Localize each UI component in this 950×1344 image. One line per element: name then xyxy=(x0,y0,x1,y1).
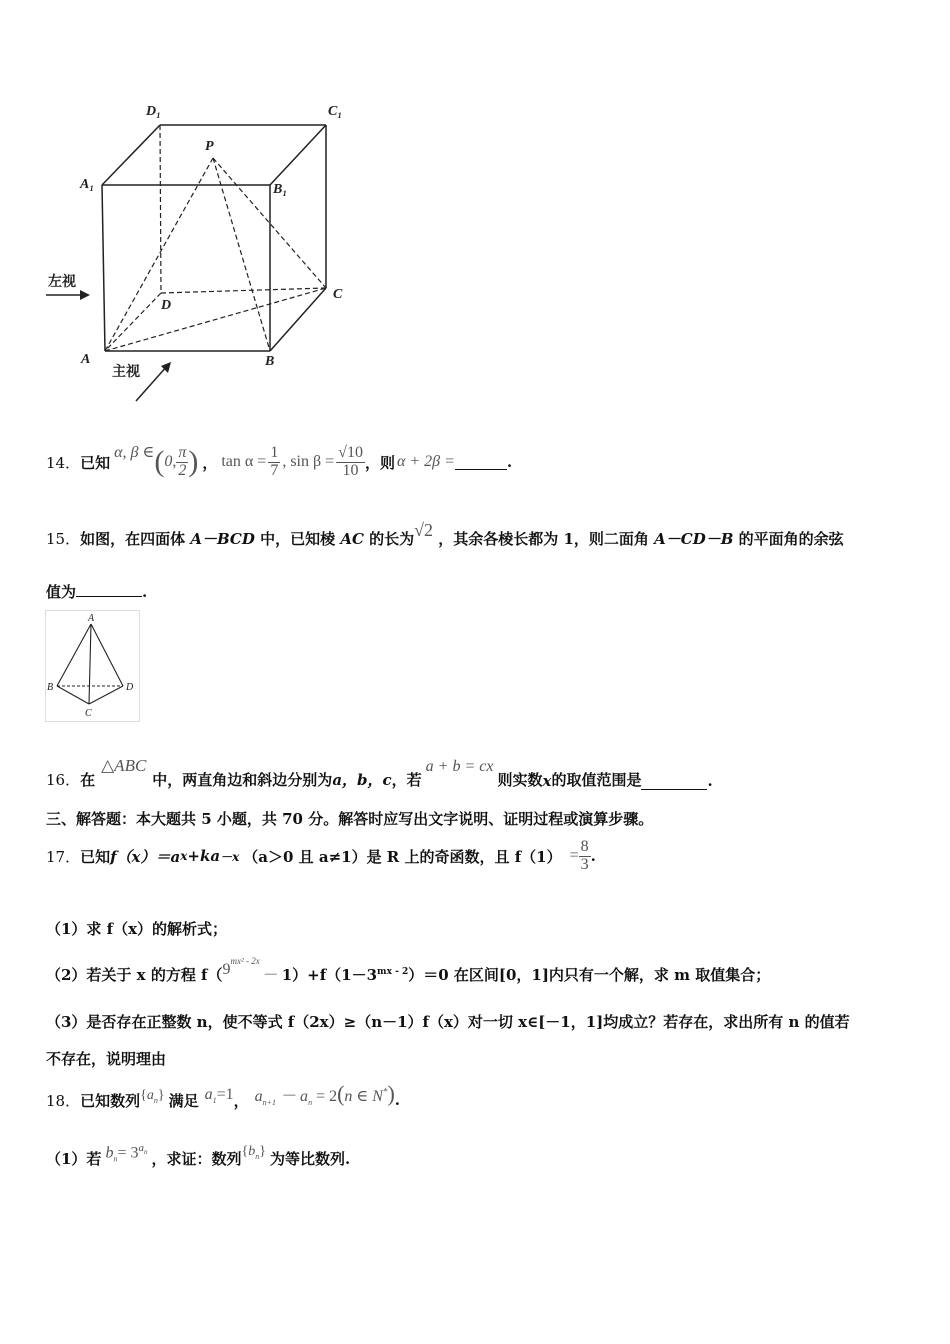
q18-comma: ， xyxy=(233,1091,249,1110)
q15-end: . xyxy=(142,583,148,601)
q18-p1-seq-b: b xyxy=(248,1143,256,1159)
q18-rec-sub2: n xyxy=(308,1098,313,1108)
q14-number: 14． xyxy=(46,453,81,472)
q18-p1-def xyxy=(105,1142,147,1164)
q17-number: 17． xyxy=(46,847,81,866)
q17-part3-line1: （3）是否存在正整数 n，使不等式 f（2x）≥（n－1）f（x）对一切 x∈[－1，1]均成立？若存在，求出所有 n 的值若 xyxy=(46,1013,850,1031)
q18-rec-star: * xyxy=(382,1086,388,1097)
q16-number: 16． xyxy=(46,771,81,789)
q18-number: 18． xyxy=(46,1091,81,1110)
q14-comma: ， xyxy=(202,453,218,472)
q17-p2-exp2: mx - 2 xyxy=(377,967,409,977)
q17-frac xyxy=(579,839,591,874)
q14-sin-den: 10 xyxy=(342,461,359,479)
q14-sin-num: √10 xyxy=(338,443,363,461)
right-paren-icon: ) xyxy=(188,445,199,478)
q17-p2-nine: 9 xyxy=(222,961,231,978)
q14-answer-blank[interactable] xyxy=(455,455,507,470)
q15-answer-blank[interactable] xyxy=(76,584,142,597)
q17-frac-num: 8 xyxy=(580,837,589,855)
q14-tan-den: 7 xyxy=(270,461,279,479)
label-D1: D₁ xyxy=(146,104,161,119)
q16-end: . xyxy=(707,772,713,790)
q15-sqrt2: √2 xyxy=(414,520,434,540)
q15-dihedral: A－CD－B xyxy=(654,530,734,548)
label-A: A xyxy=(81,352,91,367)
q17-end: . xyxy=(590,847,596,865)
q17-p2-minus: － xyxy=(262,967,279,984)
q17-part3-line2: 不存在，说明理由 xyxy=(46,1050,167,1068)
q15-number: 15． xyxy=(46,530,81,548)
q18-part1 xyxy=(46,1140,350,1176)
q17-sup-negx: －x xyxy=(220,849,240,864)
q14-tan-label: tan α = xyxy=(221,453,267,470)
q17-value xyxy=(570,839,591,874)
q15-text4: ，其余各棱长都为 1，则二面角 xyxy=(433,530,655,548)
q18-sat: 满足 xyxy=(168,1091,199,1110)
left-view-label: 左视 xyxy=(48,274,76,290)
q16-equation: a + b = cx xyxy=(425,758,494,775)
q18-lead: 已知数列 xyxy=(80,1091,141,1110)
q18-rec-a: a xyxy=(254,1087,263,1105)
left-paren-icon: ( xyxy=(154,445,165,478)
q18-p1-exp-sub: n xyxy=(143,1148,148,1157)
q16-vars: a，b，c xyxy=(332,771,392,789)
q16-at: 在 xyxy=(80,771,96,789)
q14-cond1-head: α, β ∈ xyxy=(114,444,155,461)
q14-tan-num: 1 xyxy=(270,443,279,461)
q15-line1 xyxy=(46,520,844,549)
q17-p2-c: ）＝0 在区间[0，1]内只有一个解，求 m 取值集合； xyxy=(408,966,771,984)
q18-a1-sub: 1 xyxy=(212,1096,217,1106)
q18-a1-eq: =1 xyxy=(216,1086,234,1104)
q18-rec-cond: n ∈ N xyxy=(344,1087,383,1105)
q14-sin-label: , sin β = xyxy=(282,453,335,470)
q14-pi: π xyxy=(178,443,187,461)
q18-p1-exp xyxy=(138,1142,148,1157)
q17-eq: ＝a xyxy=(155,847,181,866)
q18 xyxy=(46,1080,400,1120)
section3-heading: 三、解答题：本大题共 5 小题，共 70 分。解答时应写出文字说明、证明过程或演算步骤。 xyxy=(46,810,654,828)
label-B: B xyxy=(265,354,275,369)
label-P: P xyxy=(205,139,214,154)
q18-seq-a: a xyxy=(146,1087,154,1103)
q16-text4: 的取值范围是 xyxy=(551,771,642,789)
q18-p1-bsub: n xyxy=(113,1154,118,1164)
tet-label-C: C xyxy=(85,708,92,719)
q14-trig xyxy=(221,445,365,480)
q17-cond: （a＞0 且 a≠1）是 R 上的奇函数，且 f（1） xyxy=(243,847,562,866)
q14-cond1-left: 0, xyxy=(164,453,177,470)
q14-sin-frac xyxy=(336,445,365,480)
q18-p1-a: （1）若 xyxy=(46,1149,102,1168)
q18-p1-b: b xyxy=(105,1144,114,1162)
q18-seq: $\{a_n\}$ xyxy=(140,1087,165,1105)
q17-part1: （1）求 f（x）的解析式； xyxy=(46,920,228,938)
q17-sup-x: x xyxy=(180,849,188,863)
q18-a1 xyxy=(205,1086,234,1105)
q18-seq-sub: n xyxy=(153,1095,158,1105)
label-C: C xyxy=(333,287,343,302)
q16-text3: 则实数 xyxy=(497,771,543,789)
q15-text5: 的平面角的余弦 xyxy=(733,530,844,548)
q17-p2-exp: mx² - 2x xyxy=(230,956,260,966)
q16-triangle: △ABC xyxy=(101,756,147,775)
q18-p1-d: 为等比数列. xyxy=(269,1149,351,1168)
q14-two: 2 xyxy=(178,461,187,479)
label-A1: A₁ xyxy=(80,177,95,192)
front-view-label: 主视 xyxy=(112,364,140,380)
q16-x: x xyxy=(542,772,552,790)
q18-p1-seq: $\{b_n\}$ xyxy=(241,1143,266,1161)
q16-text1: 中，两直角边和斜边分别为 xyxy=(152,771,333,789)
q17-frac-eq: = xyxy=(569,847,579,864)
q14 xyxy=(46,436,512,488)
label-B1: B₁ xyxy=(273,182,288,197)
q17-part2 xyxy=(46,956,771,985)
q14-target: α + 2β = xyxy=(396,453,455,470)
q15-tet: A－BCD xyxy=(190,530,255,548)
q15-text2: 中，已知棱 xyxy=(254,530,341,548)
q14-cond1 xyxy=(114,445,198,480)
q16-answer-blank[interactable] xyxy=(641,777,707,790)
q14-end: . xyxy=(506,453,513,471)
q18-rec-eq: = 2 xyxy=(316,1087,338,1105)
q18-rec-sub1: n+1 xyxy=(262,1098,277,1108)
q15-text3: 的长为 xyxy=(363,530,415,548)
q15-line2 xyxy=(46,581,147,602)
tet-label-A: A xyxy=(88,613,95,624)
q18-p1-eq: = 3 xyxy=(117,1144,139,1162)
q18-p1-seq-sub: n xyxy=(255,1151,260,1161)
q17 xyxy=(46,832,596,880)
q18-a1-a: a xyxy=(204,1086,213,1104)
cube-figure xyxy=(40,95,370,410)
q16-text2: ，若 xyxy=(391,771,422,789)
q17-fx: f（x） xyxy=(110,847,156,866)
q14-tan-frac xyxy=(268,445,280,480)
q15-line2-text: 值为 xyxy=(46,583,77,601)
tet-label-D: D xyxy=(126,682,134,693)
q14-pi-over-2 xyxy=(176,445,188,480)
q18-end: . xyxy=(394,1091,400,1109)
q15-text1: 如图，在四面体 xyxy=(80,530,191,548)
q18-rec-minus: － a xyxy=(280,1087,309,1105)
q16 xyxy=(46,746,713,790)
q18-p1-exp-a: a xyxy=(138,1142,144,1155)
q18-recurrence: $a_{n+1} - a_n = 2(n$ ∈ N*) xyxy=(254,1080,395,1108)
q18-p1-c: ，求证：数列 xyxy=(151,1149,242,1168)
label-D: D xyxy=(161,298,172,313)
q17-frac-den: 3 xyxy=(580,855,589,873)
q17-plus: +ka xyxy=(187,847,221,865)
q14-lead: 已知 xyxy=(80,453,111,472)
label-C1: C₁ xyxy=(328,104,343,119)
q14-then: ，则 xyxy=(364,453,395,472)
q15-edge: AC xyxy=(340,530,364,548)
tetrahedron-figure xyxy=(45,610,140,722)
q17-p2-a: （2）若关于 x 的方程 f（ xyxy=(46,966,223,984)
q17-p2-b: 1）+f（1－3 xyxy=(281,966,378,984)
tet-label-B: B xyxy=(47,682,54,693)
q17-lead: 已知 xyxy=(80,847,111,866)
